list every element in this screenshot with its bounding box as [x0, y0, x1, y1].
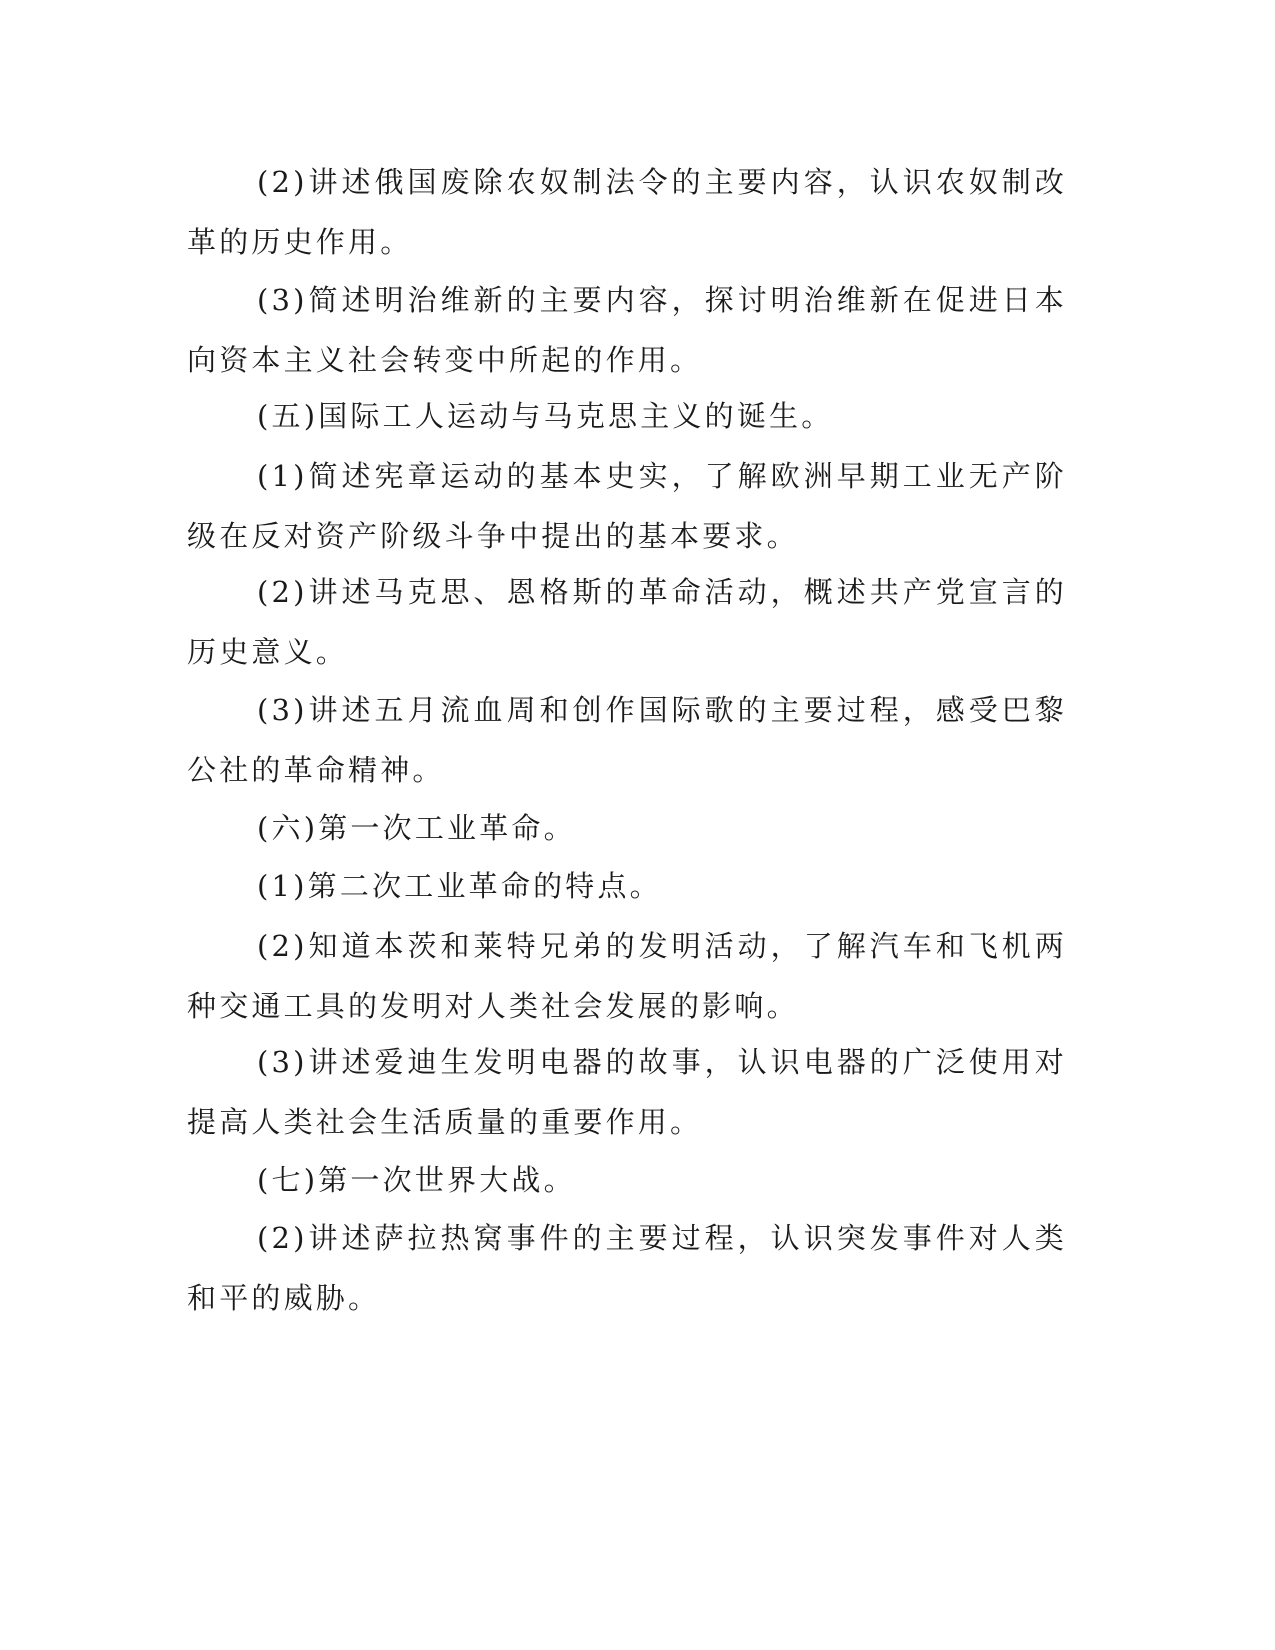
section-heading-five: (五)国际工人运动与马克思主义的诞生。: [257, 399, 834, 433]
paragraph-industrial-features: (1)第二次工业革命的特点。: [257, 869, 662, 903]
paragraph-sarajevo: (2)讲述萨拉热窝事件的主要过程，认识突发事件对人类和平的威胁。: [187, 1221, 1067, 1315]
paragraph-chartist-movement: (1)简述宪章运动的基本史实，了解欧洲早期工业无产阶级在反对资产阶级斗争中提出的基本要求。: [187, 459, 1067, 553]
paragraph-edison: (3)讲述爱迪生发明电器的故事，认识电器的广泛使用对提高人类社会生活质量的重要作用。: [187, 1045, 1067, 1139]
section-heading-six: (六)第一次工业革命。: [257, 811, 576, 845]
paragraph-russia-serfdom: (2)讲述俄国废除农奴制法令的主要内容，认识农奴制改革的历史作用。: [187, 165, 1067, 259]
paragraph-paris-commune: (3)讲述五月流血周和创作国际歌的主要过程，感受巴黎公社的革命精神。: [187, 693, 1067, 787]
paragraph-meiji-restoration: (3)简述明治维新的主要内容，探讨明治维新在促进日本向资本主义社会转变中所起的作用。: [187, 283, 1067, 377]
paragraph-benz-wright: (2)知道本茨和莱特兄弟的发明活动，了解汽车和飞机两种交通工具的发明对人类社会发展的影响。: [187, 929, 1067, 1023]
section-heading-seven: (七)第一次世界大战。: [257, 1163, 576, 1197]
paragraph-marx-engels: (2)讲述马克思、恩格斯的革命活动，概述共产党宣言的历史意义。: [187, 575, 1067, 669]
